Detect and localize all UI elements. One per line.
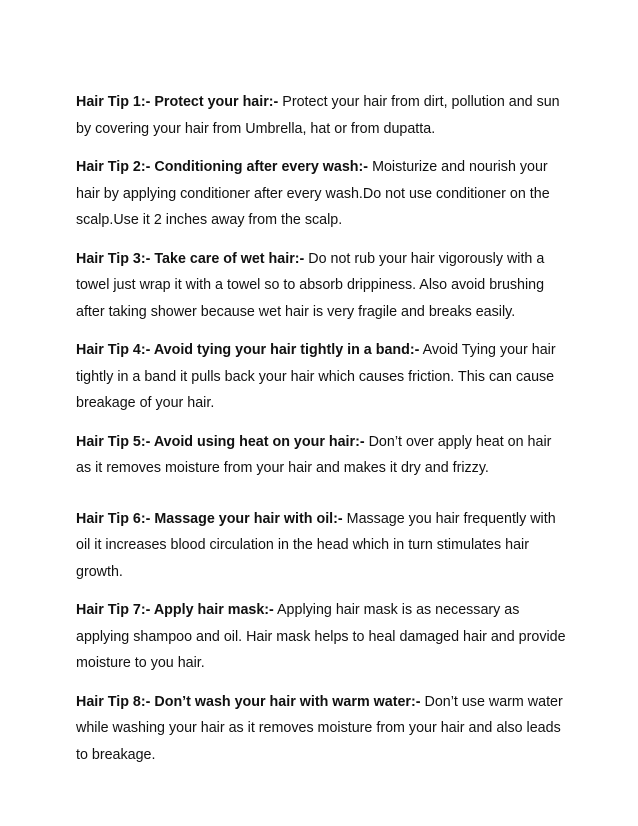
tip-7-heading: Hair Tip 7:- Apply hair mask:- [76,602,274,618]
tip-3-text: Do not rub your hair vigorously with a towel just wrap it with a towel so to absorb drippiness. Also avoid brushing after taking shower because wet hair is very fragile and breaks easily. [76,250,545,320]
tip-2 [76,154,570,234]
tip-1-text: Protect your hair from dirt, pollution and sun by covering your hair from Umbrella, hat or from dupatta. [76,94,560,137]
tip-7 [76,597,570,677]
tip-6-text: Massage you hair frequently with oil it increases blood circulation in the head which in turn stimulates hair growth. [76,510,556,580]
tip-6-heading: Hair Tip 6:- Massage your hair with oil:- [76,510,343,527]
tip-5-text: Don’t over apply heat on hair as it removes moisture from your hair and makes it dry and frizzy. [76,433,552,476]
tips-list [76,89,570,780]
tip-4 [76,337,570,417]
tip-8-text: Don’t use warm water while washing your hair as it removes moisture from your hair and also leads to breakage. [76,693,563,763]
tip-1 [76,89,570,142]
tip-3 [76,246,570,326]
tip-8-heading: Hair Tip 8:- Don’t wash your hair with warm water:- [76,693,421,710]
tip-5 [76,429,570,482]
tip-4-heading: Hair Tip 4:- Avoid tying your hair tightly in a band:- [76,342,420,358]
tip-6 [76,506,570,586]
tip-8 [76,689,570,769]
tip-7-text: Applying hair mask is as necessary as applying shampoo and oil. Hair mask helps to heal damaged hair and provide moisture to you hair. [76,602,566,671]
tip-2-text: Moisturize and nourish your hair by applying conditioner after every wash.Do not use conditioner on the scalp.Use it 2 inches away from the scalp. [76,159,550,228]
tip-3-heading: Hair Tip 3:- Take care of wet hair:- [76,250,305,267]
tip-2-heading: Hair Tip 2:- Conditioning after every wash:- [76,159,369,175]
tip-5-heading: Hair Tip 5:- Avoid using heat on your hair:- [76,433,365,450]
tip-4-text: Avoid Tying your hair tightly in a band it pulls back your hair which causes friction. This can cause breakage of your hair. [76,342,556,411]
tip-1-heading: Hair Tip 1:- Protect your hair:- [76,94,279,110]
